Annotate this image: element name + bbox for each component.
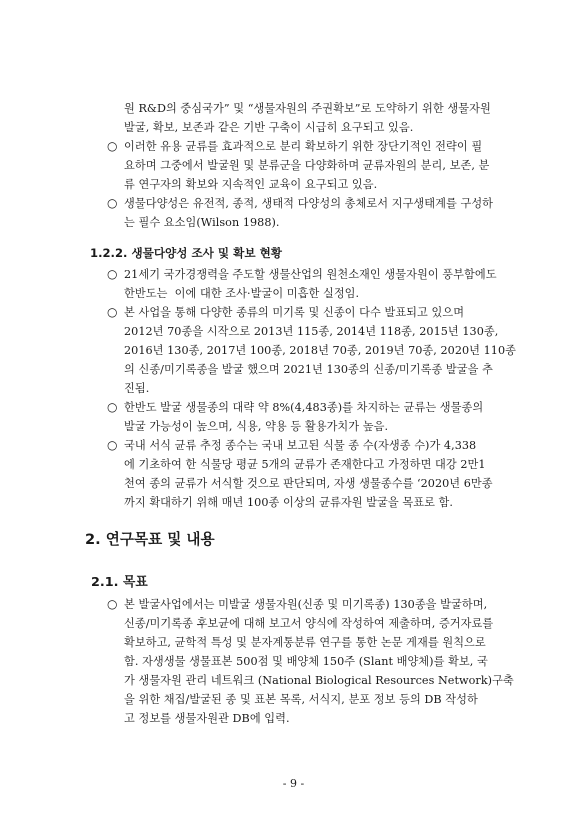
section-heading-2: 2. 연구목표 및 내용	[85, 531, 215, 548]
bullet-text-line: 함. 자생생물 생물표본 500점 및 배양체 150주 (Slant 배양체)를 확보, 국	[124, 655, 488, 668]
bullet-text-line: 는 필수 요소임(Wilson 1988).	[124, 216, 280, 229]
bullet-text-line: 발굴 가능성이 높으며, 식용, 약용 등 활용가치가 높음.	[124, 420, 389, 433]
bullet-icon: ○	[107, 400, 118, 414]
bullet-text-line: 까지 확대하기 위해 매년 100종 이상의 균류자원 발굴을 목표로 함.	[124, 496, 453, 509]
section-heading-1-2-2: 1.2.2. 생물다양성 조사 및 확보 현황	[90, 246, 282, 260]
intro-line: 발굴, 확보, 보존과 같은 기반 구축이 시급히 요구되고 있음.	[124, 121, 414, 134]
bullet-text-line: 2012년 70종을 시작으로 2013년 115종, 2014년 118종, 2015년 130종,	[124, 325, 499, 338]
bullet-text-line: 진됨.	[124, 382, 150, 395]
bullet-text-line: 한반도는 이에 대한 조사·발굴이 미흡한 실정임.	[124, 287, 360, 300]
bullet-text-line: 가 생물자원 관리 네트워크 (National Biological Resources Network)구축	[124, 674, 514, 687]
bullet-icon: ○	[107, 139, 118, 153]
bullet-icon: ○	[107, 196, 118, 210]
bullet-text-line: 에 기초하여 한 식물당 평균 5개의 균류가 존재한다고 가정하면 대강 2만1	[124, 458, 486, 471]
bullet-text-line: 의 신종/미기록종을 발굴 했으며 2021년 130종의 신종/미기록종 발굴을 추	[124, 363, 493, 376]
bullet-text-line: 요하며 그중에서 발굴원 및 분류군을 다양화하며 균류자원의 분리, 보존, 분	[124, 159, 490, 172]
bullet-icon: ○	[107, 267, 118, 281]
bullet-text-line: 한반도 발굴 생물종의 대략 약 8%(4,483종)를 차지하는 균류는 생물종의	[124, 401, 484, 414]
section-heading-2-1: 2.1. 목표	[91, 575, 148, 590]
bullet-icon: ○	[107, 438, 118, 452]
bullet-text-line: 본 발굴사업에서는 미발굴 생물자원(신종 및 미기록종) 130종을 발굴하며,	[124, 598, 488, 611]
bullet-text-line: 본 사업을 통해 다양한 종류의 미기록 및 신종이 다수 발표되고 있으며	[124, 306, 465, 319]
bullet-text-line: 2016년 130종, 2017년 100종, 2018년 70종, 2019년 70종, 2020년 110종	[124, 344, 516, 357]
bullet-text-line: 생물다양성은 유전적, 종적, 생태적 다양성의 총체로서 지구생태계를 구성하	[124, 197, 494, 210]
bullet-text-line: 을 위한 채집/발굴된 종 및 표본 목록, 서식지, 분포 정보 등의 DB 작성하	[124, 693, 478, 706]
bullet-text-line: 21세기 국가경쟁력을 주도할 생물산업의 원천소재인 생물자원이 풍부함에도	[124, 268, 497, 281]
intro-line: 원 R&D의 중심국가” 및 “생물자원의 주권확보”로 도약하기 위한 생물자원	[124, 102, 491, 115]
page-number: - 9 -	[282, 777, 305, 790]
bullet-text-line: 신종/미기록종 후보균에 대해 보고서 양식에 작성하여 제출하며, 증거자료를	[124, 617, 494, 630]
bullet-icon: ○	[107, 305, 118, 319]
bullet-text-line: 국내 서식 균류 추정 종수는 국내 보고된 식물 종 수(자생종 수)가 4,338	[124, 439, 477, 452]
bullet-text-line: 천여 종의 균류가 서식할 것으로 판단되며, 자생 생물종수를 ‘2020년 6만종	[124, 477, 493, 490]
bullet-text-line: 확보하고, 균학적 특성 및 분자계통분류 연구를 통한 논문 게재를 원칙으로	[124, 636, 486, 649]
bullet-text-line: 이러한 유용 균류를 효과적으로 분리 확보하기 위한 장단기적인 전략이 필	[124, 140, 483, 153]
bullet-icon: ○	[107, 597, 118, 611]
bullet-text-line: 류 연구자의 확보와 지속적인 교육이 요구되고 있음.	[124, 178, 378, 191]
bullet-text-line: 고 정보를 생물자원관 DB에 입력.	[124, 712, 290, 725]
